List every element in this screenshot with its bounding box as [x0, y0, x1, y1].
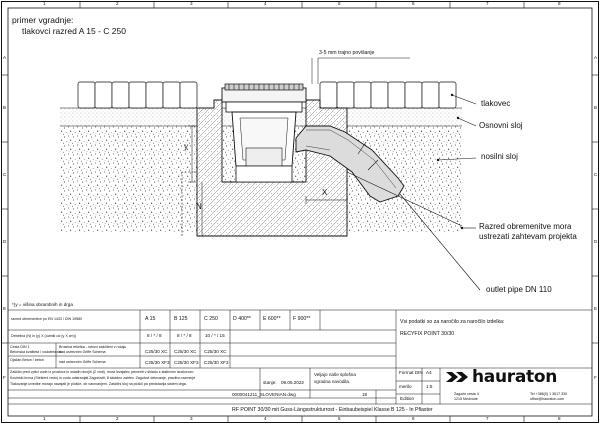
- border-letter-c-right: C: [594, 172, 598, 177]
- label-load-class-2: ustrezati zahtevam projekta: [479, 232, 577, 241]
- row-concrete-desc: Betonska kvaliteta / vodotesnost: [10, 350, 62, 354]
- border-number-3: 3: [190, 1, 193, 6]
- dim-note: 3-5 mm trajno povišanje: [319, 50, 375, 56]
- border-number-7: 7: [486, 1, 489, 6]
- dim-y-label: y: [184, 142, 188, 151]
- class-f900: F 900**: [293, 316, 311, 322]
- revision-number: 18: [362, 392, 368, 397]
- class-d400: D 400**: [233, 316, 251, 322]
- border-number-2: 2: [116, 1, 119, 6]
- border-number-8: 8: [558, 1, 561, 6]
- border-letter-b: B: [3, 105, 7, 110]
- row-road-desc: Cesta DIN 1: [10, 345, 30, 349]
- pavers-left: [78, 82, 197, 108]
- border-letter-f-right: F: [594, 375, 597, 380]
- edition-label: Edition: [400, 396, 415, 401]
- class-a15: A 15: [145, 316, 156, 322]
- class-b125: B 125: [174, 316, 188, 322]
- label-load-bearing-layer: nosilni sloj: [481, 152, 518, 161]
- row-load-class-desc: razred obremenitve po EN 1433 / DIN 19580: [11, 317, 83, 321]
- address-line1: Zagorie cesta 4: [454, 392, 479, 396]
- thickness-c250: 10 / * / 15: [205, 333, 225, 338]
- format-value: A4: [426, 370, 432, 375]
- row-reinforced-desc: Ojačan Beton / beton: [10, 358, 44, 362]
- border-number-3-bottom: 3: [190, 416, 193, 421]
- border-number-4-bottom: 4: [264, 416, 267, 421]
- cast-iron-grating: [225, 84, 303, 90]
- pavers-right: [320, 82, 456, 108]
- drawing-title-line2: tlakovci razred A 15 - C 250: [22, 26, 126, 36]
- border-number-8-bottom: 8: [558, 416, 561, 421]
- class-e600: E 600**: [263, 316, 281, 322]
- border-letter-f: F: [3, 375, 6, 380]
- drawing-filename: 0000041211_SLOVENIAN.dwg: [232, 392, 296, 397]
- label-paver: tlakovec: [481, 99, 511, 108]
- product-name: RECYFIX POINT 30/30: [400, 331, 455, 337]
- scale-value: 1:5: [426, 384, 433, 389]
- row-thickness-desc: Debelina (N) in (y) X (odmik od (y X cm)): [11, 334, 76, 338]
- exposure-b125: C25/30 XF3: [174, 360, 199, 365]
- concrete-b125: C25/30 XC: [174, 349, 197, 354]
- validity-line2: vgradna navodila.: [314, 379, 351, 384]
- border-letter-a-right: A: [594, 55, 598, 60]
- note-3: Tlakovanje izvedbe morajo navajati je plošče, ob varovanjem. Zaščitni sloj na plošči pa predstavlja sistem drga.: [10, 382, 187, 386]
- note-2: Kovinski krova (Stekleni vrsto) in vodo odstranjati Zagotoviti, 8 skladno zahtev. Zagotovi delovanje, pravilno razmerje: [10, 376, 196, 380]
- validity-line1: Veljajo naše splošna: [314, 372, 356, 377]
- label-outlet-pipe: outlet pipe DN 110: [486, 285, 552, 294]
- footnote: *)y = višina obrambnih in drga: [12, 302, 73, 307]
- class-c250: C 250: [204, 316, 218, 322]
- hauraton-logo-mark: [446, 372, 468, 382]
- exposure-c250: C25/30 XF3: [204, 360, 229, 365]
- border-letter-d-right: D: [594, 239, 598, 244]
- row5-mid: nad ustreznim Griffe Schema: [59, 360, 106, 364]
- hauraton-logo-text: hauraton: [472, 367, 558, 387]
- border-number-1-bottom: 1: [43, 416, 46, 421]
- stamp-label: stanje:: [263, 380, 277, 385]
- border-letter-e-right: E: [594, 306, 598, 311]
- phone: Tel +386(0) 1 3617 330: [530, 392, 568, 396]
- border-number-6-bottom: 6: [412, 416, 415, 421]
- email: office@hauraton.com: [530, 397, 565, 401]
- border-number-2-bottom: 2: [116, 416, 119, 421]
- drawing-description: RF POINT 30/30 mit Guss-Längsstrukturrost - Einbaubeispiel Klasse B 125 - In Pflaster: [232, 407, 433, 413]
- title-block-grid: [8, 310, 592, 404]
- dim-n-label: N: [196, 202, 202, 211]
- border-number-5-bottom: 5: [338, 416, 341, 421]
- concrete-a15: C25/30 XC: [145, 349, 168, 354]
- border-letter-d: D: [3, 239, 7, 244]
- border-number-5: 5: [338, 1, 341, 6]
- address-line2: 1215 Medvode: [454, 397, 478, 401]
- scale-label: merilo: [399, 384, 412, 389]
- border-letter-b-right: B: [594, 105, 598, 110]
- thickness-b125: 8 / * / 8: [177, 333, 192, 338]
- concrete-c250: C25/30 XC: [204, 349, 227, 354]
- drawing-title-line1: primer vgradnje:: [12, 15, 74, 25]
- note-1: Zaščito pred vplivi vode iz prostora in ostalih nivojih (Z vrsti), mora izvajalec preveriti v skladu s statičnim izračunom.: [10, 370, 195, 374]
- exposure-a15: C25/30 XF3: [145, 360, 170, 365]
- label-base-layer: Osnovni sloj: [479, 121, 523, 130]
- border-number-7-bottom: 7: [486, 416, 489, 421]
- dim-x-label: X: [322, 188, 328, 197]
- border-number-6: 6: [412, 1, 415, 6]
- format-label: Format DIN: [399, 370, 423, 375]
- thickness-a15: 8 / * / 8: [147, 333, 162, 338]
- project-note: Vsi podatki so za naročilo za naročilo izdelka:: [400, 319, 505, 325]
- row-grating-mid: Brusilna rešetka - robovi zaščiteni v ročaju: [59, 345, 127, 349]
- label-load-class-1: Razred obremenitve mora: [479, 222, 572, 231]
- border-number-1: 1: [43, 1, 46, 6]
- row4-mid: nad ustreznim Griffe Schema: [59, 350, 106, 354]
- border-letter-e: E: [3, 306, 7, 311]
- border-number-4: 4: [264, 1, 267, 6]
- border-letter-a: A: [3, 55, 7, 60]
- border-letter-c: C: [3, 172, 7, 177]
- stamp-date: 09.05.2022: [281, 380, 304, 385]
